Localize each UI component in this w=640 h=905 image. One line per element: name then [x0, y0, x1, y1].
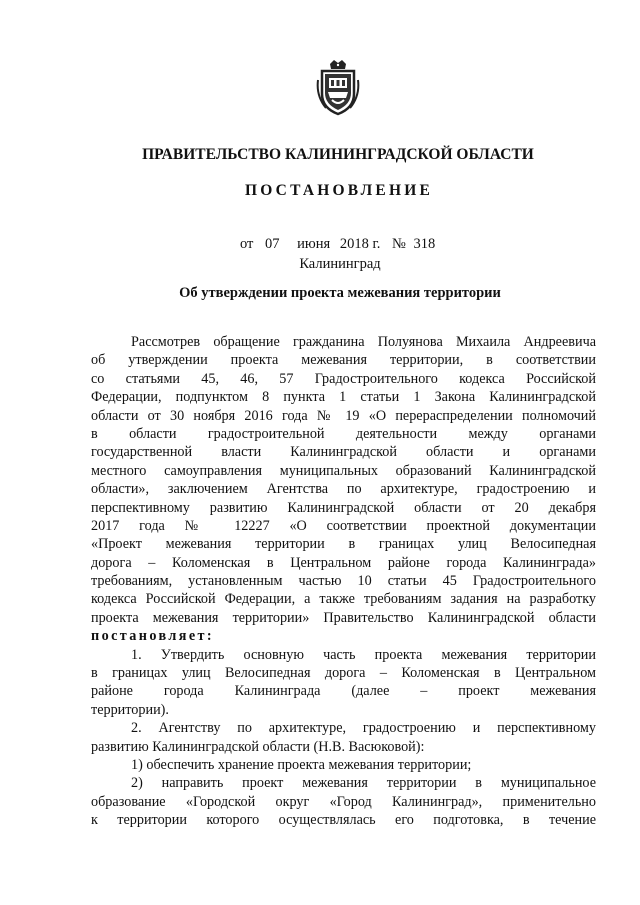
- date-day: 07: [265, 236, 280, 252]
- body-line: к территории которого осуществлялась его подготовка, в течение: [91, 812, 596, 829]
- body-line: местного самоуправления муниципальных образований Калининградской: [91, 462, 596, 479]
- coat-of-arms-icon: [316, 60, 360, 116]
- body-line: 1) обеспечить хранение проекта межевания территории;: [131, 756, 472, 773]
- document-body: [91, 333, 596, 830]
- body-line: 2. Агентству по архитектуре, градостроению и перспективному: [131, 720, 596, 737]
- date-prefix: от: [240, 236, 254, 252]
- body-line: области», заключением Агентства по архитектуре, градостроению и: [91, 481, 596, 498]
- body-line: Рассмотрев обращение гражданина Полуянова Михаила Андреевича: [131, 334, 596, 350]
- body-line: проекта межевания территории» Правительство Калининградской области: [91, 609, 596, 626]
- body-line: районе города Калининграда (далее – проект межевания: [91, 683, 596, 700]
- body-line: требованиям, установленным частью 10 статьи 45 Градостроительного: [91, 573, 596, 590]
- body-line: Федерации, подпунктом 8 пункта 1 статьи 1 Закона Калининградской: [91, 389, 596, 406]
- body-line: перспективному развитию Калининградской области от 20 декабря: [91, 499, 596, 516]
- document-subject: Об утверждении проекта межевания территории: [179, 285, 501, 301]
- body-line: «Проект межевания территории в границах улиц Велосипедная: [91, 536, 596, 553]
- date-month: июня: [297, 236, 331, 252]
- body-line: территории).: [91, 701, 169, 718]
- date-year: 2018 г.: [339, 236, 381, 252]
- body-line: области от 30 ноября 2016 года № 19 «О перераспределении полномочий: [91, 407, 596, 424]
- body-line: государственной власти Калининградской области и органами: [91, 444, 596, 461]
- document-number: 318: [413, 236, 436, 252]
- organization-title: ПРАВИТЕЛЬСТВО КАЛИНИНГРАДСКОЙ ОБЛАСТИ: [142, 146, 534, 163]
- body-line: об утверждении проекта межевания территории, в соответствии: [91, 352, 596, 369]
- body-line: 2) направить проект межевания территории в муниципальное: [131, 775, 596, 792]
- body-line: в границах улиц Велосипедная дорога – Коломенская в Центральном: [91, 665, 596, 682]
- body-line: образование «Городской округ «Город Калининград», применительно: [91, 793, 596, 810]
- body-line: со статьями 45, 46, 57 Градостроительного кодекса Российской: [91, 370, 596, 387]
- decree-word: постановляет:: [91, 628, 215, 645]
- body-line: развитию Калининградской области (Н.В. Васюковой):: [91, 738, 425, 755]
- body-line: в области градостроительной деятельности между органами: [91, 425, 596, 442]
- number-sign: №: [392, 236, 406, 252]
- body-line: кодекса Российской Федерации, а также требованиям задания на разработку: [91, 591, 596, 608]
- city-name: Калининград: [299, 256, 381, 272]
- document-type: ПОСТАНОВЛЕНИЕ: [244, 182, 434, 199]
- body-line: 2017 года № 12227 «О соответствии проектной документации: [91, 517, 596, 534]
- body-line: дорога – Коломенская в Центральном районе города Калининграда»: [91, 554, 596, 571]
- date-line: [240, 236, 435, 253]
- body-line: 1. Утвердить основную часть проекта межевания территории: [131, 646, 596, 663]
